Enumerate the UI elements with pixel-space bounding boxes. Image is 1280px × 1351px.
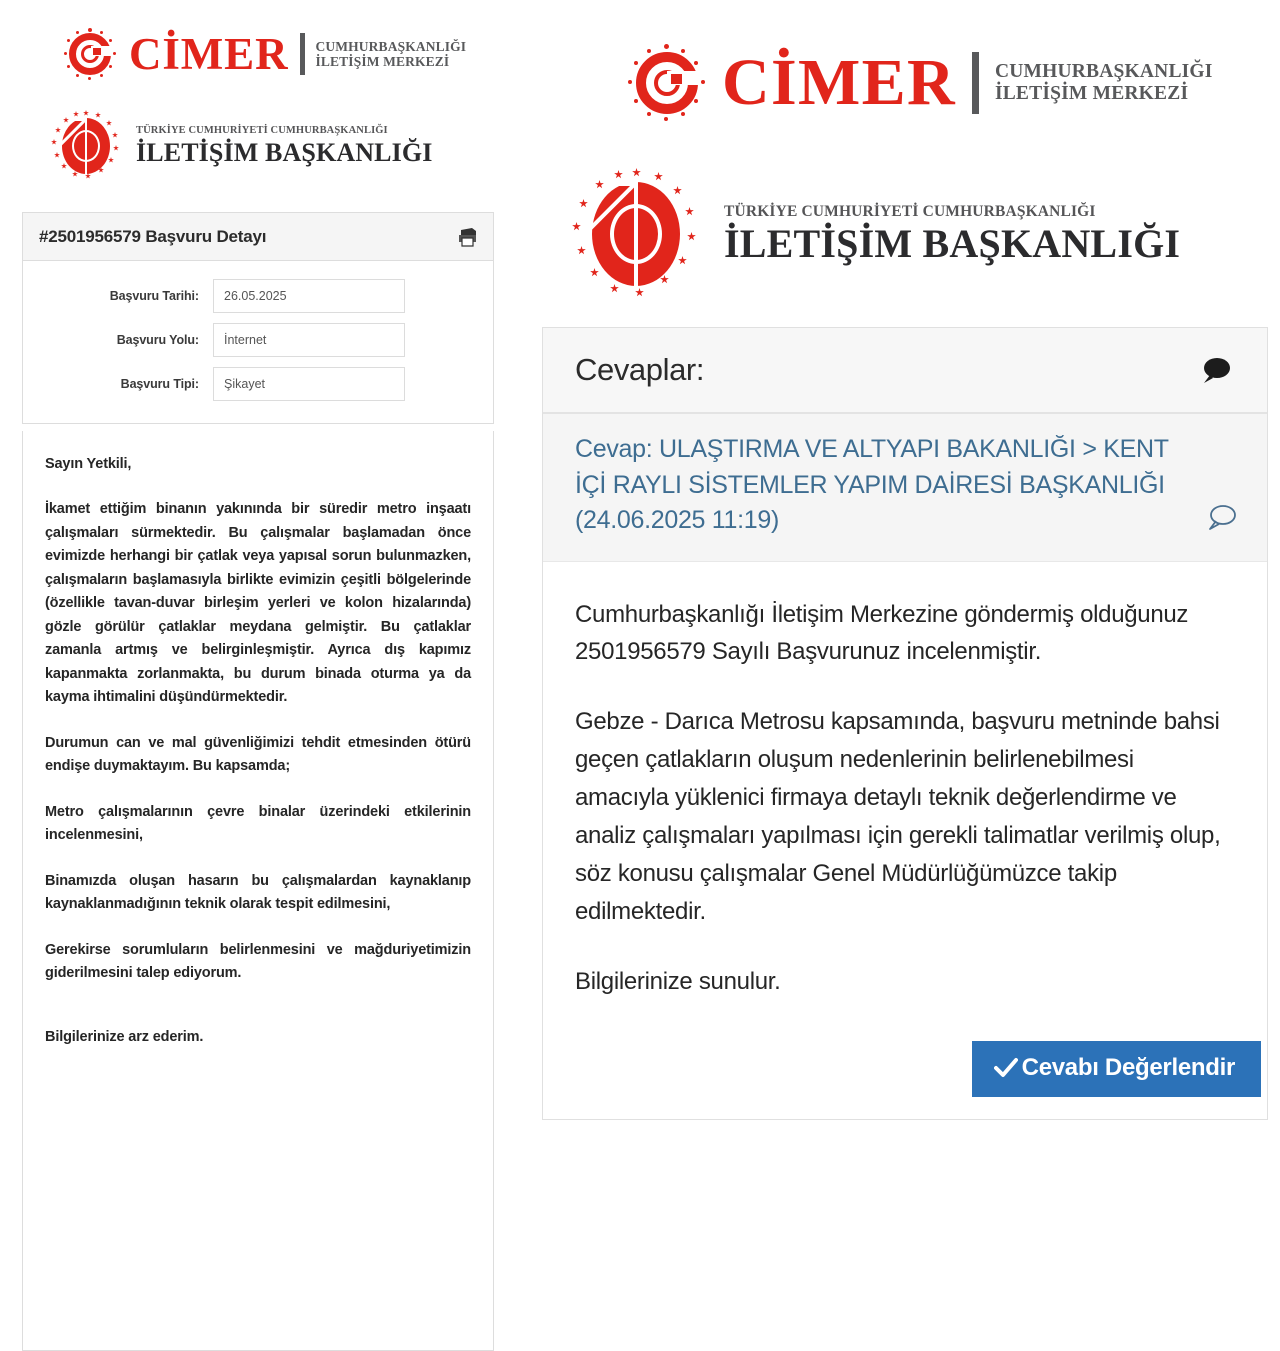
field-value-basvuru-yolu[interactable]: İnternet: [213, 323, 405, 357]
answer-paragraph: Cumhurbaşkanlığı İletişim Merkezine göndermiş olduğunuz 2501956579 Sayılı Başvurunuz incelenmiştir.: [575, 600, 1189, 666]
answers-card: [542, 327, 1268, 1120]
field-row-basvuru-tipi: [23, 367, 493, 401]
application-detail-fields: [23, 261, 493, 423]
complaint-paragraph: Sayın Yetkili,: [45, 456, 132, 472]
field-value-basvuru-tipi[interactable]: Şikayet: [213, 367, 405, 401]
answer-paragraph: Gebze - Darıca Metrosu kapsamında, başvuru metninde bahsi geçen çatlakların oluşum nedenlerinin belirlenebilmesi amacıyla yüklenici firmaya detaylı teknik değerlendirme ve analiz çalışmaları yapılması için gerekli talimatlar verilmiş olup, söz konusu çalışmalar Genel Müdürlüğümüzce takip edilmektedir.: [575, 708, 1221, 925]
evaluate-answer-label: Cevabı Değerlendir: [1021, 1053, 1235, 1081]
ib-title-left: İLETİŞİM BAŞKANLIĞI: [136, 137, 433, 167]
ib-title-right: İLETİŞİM BAŞKANLIĞI: [724, 221, 1181, 267]
evaluate-answer-button[interactable]: [972, 1041, 1261, 1097]
application-detail-card: [22, 212, 494, 424]
cimer-subtitle-line2: İLETİŞİM MERKEZİ: [315, 54, 450, 69]
complaint-paragraph: Durumun can ve mal güvenliğimizi tehdit etmesinden ötürü endişe duymaktayım. Bu kapsamda;: [45, 734, 471, 775]
complaint-paragraph: Bilgilerinize arz ederim.: [45, 1028, 204, 1045]
field-label-basvuru-tipi: Başvuru Tipi:: [120, 377, 199, 391]
cimer-emblem-icon: [626, 42, 708, 124]
answer-title: Cevap: ULAŞTIRMA VE ALTYAPI BAKANLIĞI > KENT İÇİ RAYLI SİSTEMLER YAPIM DAİRESİ BAŞKANLIĞI (24.06.2025 11:19): [575, 435, 1169, 534]
application-detail-header: [23, 213, 493, 261]
check-icon: [994, 1057, 1018, 1078]
ib-subtitle-right: TÜRKİYE CUMHURİYETİ CUMHURBAŞKANLIĞI: [724, 202, 1096, 220]
cimer-subtitle: [316, 39, 467, 69]
cimer-wordmark: CİMER: [129, 28, 289, 79]
complaint-paragraph: İkamet ettiğim binanın yakınında bir süredir metro inşaatı çalışmaları sürmektedir. Bu çalışmalar başlamadan önce evimizde herhangi bir çatlak veya yapısal sorun bulunmazken, çalışmaların başlamasıyla birlikte evimizin çeşitli bölgelerinde (özellikle tavan-duvar birleşim yerleri ve kolon hizalarında) gözle görülür çatlaklar meydana gelmiştir. Bu çatlaklar zamanla artmış ve belirginleşmiştir. Ayrıca dış kapımız kapanmakta zorlanmakta, bu durum binada oturma ya da kayma ihtimalini düşündürmektedir.: [45, 501, 471, 706]
answers-header: [543, 328, 1267, 414]
field-row-basvuru-tarihi: [23, 279, 493, 313]
cimer-subtitle-line2: İLETİŞİM MERKEZİ: [994, 83, 1189, 104]
complaint-text-card: [22, 431, 494, 1351]
cimer-logo-right: [626, 42, 1213, 124]
evaluate-button-row: [543, 1041, 1267, 1119]
ib-subtitle-left: TÜRKİYE CUMHURİYETİ CUMHURBAŞKANLIĞI: [136, 125, 388, 137]
left-document-column: [0, 0, 512, 1351]
field-value-basvuru-tarihi[interactable]: 26.05.2025: [213, 279, 405, 313]
answer-body: [543, 562, 1267, 1041]
speech-bubble-outline-icon[interactable]: [1207, 432, 1237, 532]
cimer-logo-divider: [972, 52, 979, 114]
right-response-column: [512, 0, 1280, 1351]
cimer-subtitle-line1: CUMHURBAŞKANLIĞI: [315, 38, 467, 54]
answer-paragraph: Bilgilerinize sunulur.: [575, 967, 781, 995]
cimer-emblem-icon: [62, 26, 118, 82]
application-detail-title: #2501956579 Başvuru Detayı: [39, 226, 267, 246]
field-label-basvuru-yolu: Başvuru Yolu:: [116, 333, 199, 347]
cimer-subtitle: [995, 61, 1213, 105]
iletisim-baskanligi-logo-left: [50, 110, 433, 182]
cimer-wordmark: CİMER: [722, 46, 956, 119]
answer-title-bar: [543, 414, 1267, 562]
complaint-paragraph: Metro çalışmalarının çevre binalar üzerindeki etkilerinin incelenmesini,: [45, 803, 471, 844]
iletisim-baskanligi-emblem-icon: [570, 168, 702, 300]
field-row-basvuru-yolu: [23, 323, 493, 357]
cimer-logo-left: [62, 26, 466, 82]
answers-header-title: Cevaplar:: [575, 352, 705, 387]
field-label-basvuru-tarihi: Başvuru Tarihi:: [109, 289, 199, 303]
complaint-paragraph: Gerekirse sorumluların belirlenmesini ve mağduriyetimizin giderilmesini talep ediyorum.: [45, 941, 471, 982]
iletisim-baskanligi-emblem-icon: [50, 110, 122, 182]
speech-bubble-filled-icon[interactable]: [1201, 357, 1231, 384]
complaint-paragraph: Binamızda oluşan hasarın bu çalışmalardan kaynaklanıp kaynaklanmadığının teknik olarak tespit edilmesini,: [45, 872, 471, 913]
iletisim-baskanligi-logo-right: [570, 168, 1180, 300]
cimer-subtitle-line1: CUMHURBAŞKANLIĞI: [994, 61, 1213, 83]
printer-icon[interactable]: [457, 227, 479, 247]
cimer-logo-divider: [300, 33, 305, 75]
